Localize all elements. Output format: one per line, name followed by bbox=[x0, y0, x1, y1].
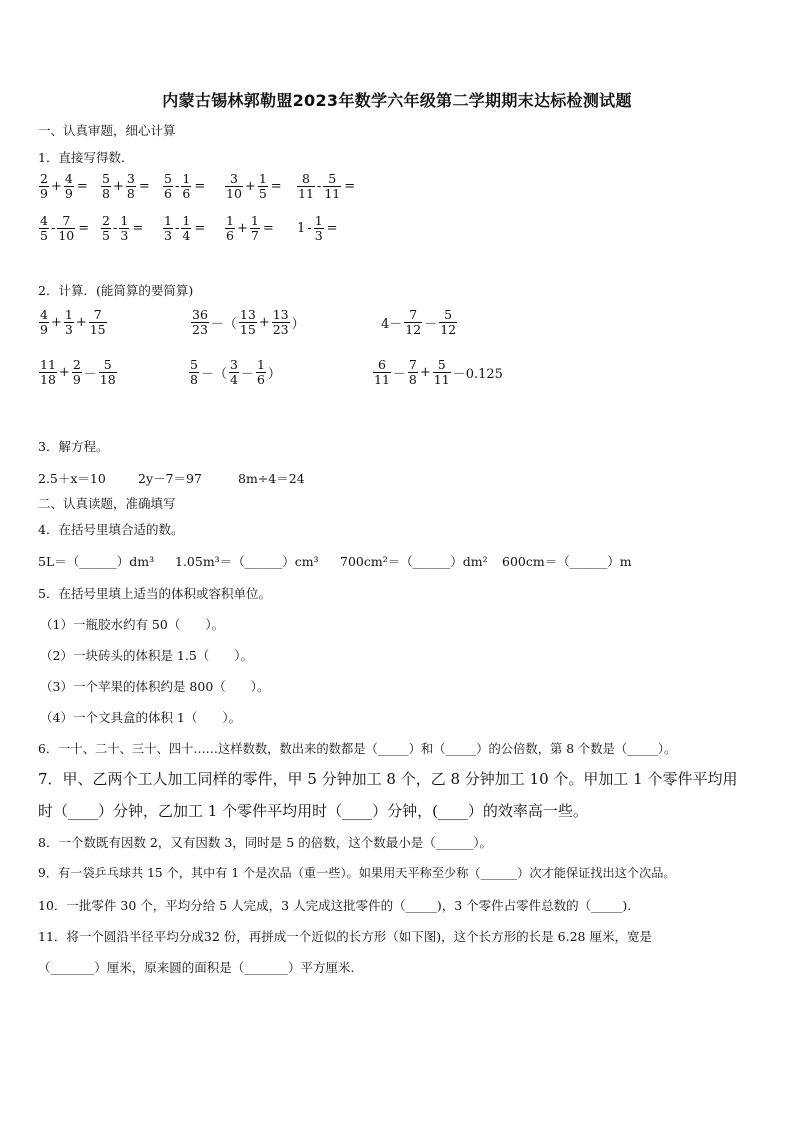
fraction-b bbox=[181, 172, 191, 201]
q1-row2-item-4 bbox=[224, 214, 296, 243]
fraction-b-denominator: 5 bbox=[258, 185, 267, 201]
operator: - bbox=[174, 178, 180, 194]
fraction-a-denominator: 5 bbox=[102, 227, 110, 243]
question-9: 9．有一袋乒乓球共 15 个，其中有 1 个是次品（重一些）。如果用天平称至少称（______）次才能保证找出这个次品。 bbox=[38, 866, 676, 880]
fraction-a bbox=[189, 358, 199, 387]
fraction-b bbox=[258, 172, 268, 201]
equals-sign: = bbox=[138, 178, 150, 194]
fraction-b bbox=[119, 214, 129, 243]
fraction-a-denominator: 18 bbox=[40, 371, 56, 387]
question-7-line-1: 7．甲、乙两个工人加工同样的零件，甲 5 分钟加工 8 个，乙 8 分钟加工 10 个。甲加工 1 个零件平均用 bbox=[38, 770, 738, 788]
operator: + bbox=[244, 178, 256, 194]
fraction-a-denominator: 10 bbox=[226, 185, 242, 201]
fraction-b-numerator: 1 bbox=[182, 213, 191, 228]
operator-2: + bbox=[258, 314, 270, 330]
fraction-a bbox=[373, 358, 391, 387]
fraction-a bbox=[39, 214, 49, 243]
close-paren: ） bbox=[267, 366, 281, 382]
q1-row2-item-5 bbox=[296, 214, 366, 243]
fraction-b-numerator: 1 bbox=[182, 171, 191, 186]
fraction-b-numerator: 3 bbox=[126, 171, 135, 186]
question-6: 6．一十、二十、三十、四十……这样数数，数出来的数都是（_____）和（_____）的公倍数，第 8 个数是（_____）。 bbox=[38, 742, 677, 756]
page-title: 内蒙古锡林郭勒盟2023年数学六年级第二学期期末达标检测试题 bbox=[162, 91, 632, 110]
fraction-b-numerator: 1 bbox=[314, 213, 323, 228]
fraction-b bbox=[323, 172, 341, 201]
fraction-b bbox=[229, 358, 239, 387]
section-2-heading: 二、认真读题，准确填写 bbox=[38, 496, 176, 511]
fraction-b-denominator: 3 bbox=[314, 227, 323, 243]
fraction-a-denominator: 9 bbox=[40, 321, 48, 337]
fraction-a bbox=[39, 308, 49, 337]
equals-sign: = bbox=[194, 220, 206, 236]
fraction-c-numerator: 1 bbox=[256, 357, 265, 372]
q1-row1-item-2 bbox=[100, 172, 162, 201]
question-10: 10．一批零件 30 个，平均分给 5 人完成，3 人完成这批零件的（_____)，3 个零件占零件总数的（_____). bbox=[38, 898, 632, 913]
fraction-c-denominator: 12 bbox=[440, 321, 457, 337]
fraction-a-numerator: 1 bbox=[226, 213, 234, 228]
fraction-c-numerator: 13 bbox=[272, 307, 289, 322]
fraction-c bbox=[256, 358, 266, 387]
q5-item-1: （1）一瓶胶水约有 50（ ）。 bbox=[40, 617, 225, 632]
fraction-a-numerator: 3 bbox=[229, 171, 238, 186]
fraction-a-denominator: 9 bbox=[40, 185, 48, 201]
equals-sign: = bbox=[194, 178, 206, 194]
q1-row1-item-5 bbox=[296, 172, 366, 201]
q1-row1-item-4 bbox=[224, 172, 296, 201]
equals-sign: = bbox=[326, 220, 338, 236]
operator-1: + bbox=[58, 364, 70, 380]
operator: - bbox=[307, 220, 312, 236]
question-7-line-2: 时（____）分钟，乙加工 1 个零件平均用时（____）分钟，(____）的效率高一些。 bbox=[38, 802, 588, 820]
fraction-a-numerator: 4 bbox=[40, 213, 48, 228]
fraction-b-denominator: 3 bbox=[64, 321, 73, 337]
fraction-a-denominator: 23 bbox=[192, 321, 208, 337]
fraction-a bbox=[101, 172, 111, 201]
question-1-row-2 bbox=[38, 214, 366, 243]
question-5-label: 5．在括号里填上适当的体积或容积单位。 bbox=[38, 586, 271, 601]
q4-item-2: 1.05m³＝（______）cm³ bbox=[175, 554, 319, 569]
fraction-a-numerator: 36 bbox=[192, 307, 208, 322]
fraction-b-numerator: 3 bbox=[229, 357, 238, 372]
q1-row2-item-3 bbox=[162, 214, 224, 243]
question-8: 8．一个数既有因数 2，又有因数 3，同时是 5 的倍数，这个数最小是（______）。 bbox=[38, 835, 492, 850]
q4-item-1: 5L＝（______）dm³ bbox=[38, 554, 155, 569]
fraction-a-numerator: 8 bbox=[301, 171, 310, 186]
operator-2: － bbox=[424, 316, 438, 332]
fraction-b-denominator: 4 bbox=[229, 371, 238, 387]
question-3-label: 3．解方程。 bbox=[38, 439, 109, 454]
fraction-a-denominator: 8 bbox=[102, 185, 110, 201]
fraction-a bbox=[225, 214, 235, 243]
equals-sign: = bbox=[132, 220, 144, 236]
fraction-b bbox=[408, 358, 418, 387]
fraction-a-numerator: 6 bbox=[377, 357, 386, 372]
q1-row1-item-1 bbox=[38, 172, 100, 201]
fraction-c-denominator: 23 bbox=[272, 321, 289, 337]
fraction-b-numerator: 7 bbox=[409, 307, 418, 322]
fraction-b bbox=[181, 214, 191, 243]
fraction-b bbox=[404, 308, 422, 337]
fraction-a-numerator: 2 bbox=[40, 171, 48, 186]
operator: + bbox=[50, 178, 62, 194]
fraction-a bbox=[39, 358, 57, 387]
fraction-c bbox=[433, 358, 451, 387]
fraction-b-denominator: 4 bbox=[182, 227, 191, 243]
fraction-a-denominator: 8 bbox=[190, 371, 198, 387]
fraction-a-denominator: 11 bbox=[374, 371, 390, 387]
fraction-c-numerator: 5 bbox=[437, 357, 446, 372]
question-2-expr-3 bbox=[380, 308, 458, 337]
question-2-expr-5 bbox=[188, 358, 282, 387]
fraction-c-denominator: 11 bbox=[433, 371, 450, 387]
tail-term: －0.125 bbox=[452, 366, 503, 382]
fraction-b-denominator: 8 bbox=[126, 185, 135, 201]
fraction-b-numerator: 7 bbox=[408, 357, 417, 372]
equation-1: 2.5＋x＝10 bbox=[38, 471, 106, 486]
operator-1: －（ bbox=[200, 366, 227, 382]
fraction-c-numerator: 5 bbox=[103, 357, 112, 372]
operator: - bbox=[50, 220, 56, 236]
operator-2: － bbox=[83, 366, 97, 382]
fraction-b bbox=[314, 214, 324, 243]
fraction-a-numerator: 5 bbox=[164, 171, 172, 186]
operator-2: － bbox=[240, 366, 254, 382]
fraction-b bbox=[239, 308, 257, 337]
fraction-b bbox=[250, 214, 260, 243]
q1-row2-item-2 bbox=[100, 214, 162, 243]
fraction-c bbox=[99, 358, 117, 387]
whole-number: 1 bbox=[297, 220, 306, 236]
close-paren: ） bbox=[291, 316, 305, 332]
operator: + bbox=[112, 178, 124, 194]
fraction-b-denominator: 10 bbox=[58, 227, 75, 243]
question-1-label: 1．直接写得数． bbox=[38, 150, 134, 165]
operator: - bbox=[316, 178, 322, 194]
fraction-a-denominator: 5 bbox=[40, 227, 48, 243]
fraction-c bbox=[439, 308, 457, 337]
operator-1: + bbox=[50, 314, 62, 330]
question-11-line-1: 11．将一个圆沿半径平均分成32 份，再拼成一个近似的长方形（如下图)，这个长方形的长是 6.28 厘米，宽是 bbox=[38, 929, 652, 944]
fraction-a bbox=[225, 172, 243, 201]
fraction-c-denominator: 18 bbox=[99, 371, 116, 387]
fraction-b-numerator: 1 bbox=[120, 213, 129, 228]
fraction-b-denominator: 3 bbox=[120, 227, 129, 243]
fraction-a bbox=[163, 172, 173, 201]
fraction-c-denominator: 15 bbox=[89, 321, 106, 337]
fraction-a-numerator: 4 bbox=[40, 307, 48, 322]
question-2-expr-4 bbox=[38, 358, 118, 387]
fraction-b-denominator: 8 bbox=[408, 371, 417, 387]
fraction-b-denominator: 11 bbox=[324, 185, 341, 201]
fraction-b-denominator: 9 bbox=[64, 185, 73, 201]
fraction-a-numerator: 1 bbox=[164, 213, 172, 228]
operator: - bbox=[112, 220, 118, 236]
equation-2: 2y－7＝97 bbox=[138, 471, 202, 486]
fraction-c-numerator: 7 bbox=[93, 307, 102, 322]
fraction-b bbox=[72, 358, 82, 387]
q5-item-3: （3）一个苹果的体积约是 800（ ）。 bbox=[40, 679, 270, 694]
operator: - bbox=[174, 220, 180, 236]
question-2-expr-1 bbox=[38, 308, 108, 337]
fraction-a bbox=[191, 308, 209, 337]
section-1-heading: 一、认真审题，细心计算 bbox=[38, 123, 176, 138]
equals-sign: = bbox=[78, 220, 90, 236]
fraction-a bbox=[39, 172, 49, 201]
fraction-a bbox=[297, 172, 315, 201]
fraction-b-denominator: 12 bbox=[405, 321, 422, 337]
equation-3: 8m÷4＝24 bbox=[238, 471, 305, 486]
fraction-a-numerator: 11 bbox=[40, 357, 56, 372]
operator-2: + bbox=[419, 364, 431, 380]
fraction-b-denominator: 6 bbox=[182, 185, 191, 201]
fraction-a-denominator: 11 bbox=[298, 185, 314, 201]
fraction-a-numerator: 5 bbox=[190, 357, 198, 372]
operator-1: －（ bbox=[210, 316, 237, 332]
fraction-a-denominator: 6 bbox=[226, 227, 234, 243]
whole-part: 4－ bbox=[381, 316, 403, 332]
question-2-label: 2．计算．(能简算的要简算) bbox=[38, 283, 194, 298]
fraction-b bbox=[126, 172, 136, 201]
fraction-c bbox=[89, 308, 107, 337]
operator-1: － bbox=[392, 366, 406, 382]
fraction-b bbox=[57, 214, 75, 243]
fraction-b-numerator: 2 bbox=[72, 357, 81, 372]
question-2-expr-6 bbox=[372, 358, 504, 387]
q4-item-4: 600cm＝（______）m bbox=[502, 554, 632, 569]
fraction-a bbox=[101, 214, 111, 243]
fraction-a-denominator: 6 bbox=[164, 185, 172, 201]
fraction-b bbox=[64, 308, 74, 337]
q1-row2-item-1 bbox=[38, 214, 100, 243]
fraction-b-numerator: 1 bbox=[258, 171, 267, 186]
operator: + bbox=[236, 220, 248, 236]
q1-row1-item-3 bbox=[162, 172, 224, 201]
fraction-a bbox=[163, 214, 173, 243]
fraction-c bbox=[272, 308, 290, 337]
q4-item-3: 700cm²＝（______）dm² bbox=[340, 554, 488, 569]
equals-sign: = bbox=[344, 178, 356, 194]
fraction-b-denominator: 9 bbox=[72, 371, 81, 387]
fraction-a-numerator: 2 bbox=[102, 213, 110, 228]
fraction-b-numerator: 4 bbox=[64, 171, 73, 186]
fraction-a-denominator: 3 bbox=[164, 227, 172, 243]
q5-item-4: （4）一个文具盒的体积 1（ ）。 bbox=[40, 710, 242, 725]
question-11-line-2: （_______）厘米，原来圆的面积是（_______）平方厘米. bbox=[38, 960, 355, 975]
q5-item-2: （2）一块砖头的体积是 1.5（ ）。 bbox=[40, 648, 254, 663]
fraction-b-numerator: 5 bbox=[328, 171, 337, 186]
fraction-b-numerator: 1 bbox=[250, 213, 259, 228]
question-2-expr-2 bbox=[190, 308, 306, 337]
question-4-label: 4．在括号里填合适的数。 bbox=[38, 522, 184, 537]
operator-2: + bbox=[75, 314, 87, 330]
fraction-b-numerator: 7 bbox=[62, 213, 71, 228]
fraction-c-denominator: 6 bbox=[256, 371, 265, 387]
equals-sign: = bbox=[262, 220, 274, 236]
question-1-row-1 bbox=[38, 172, 366, 201]
fraction-a-numerator: 5 bbox=[102, 171, 110, 186]
fraction-b bbox=[64, 172, 74, 201]
equals-sign: = bbox=[76, 178, 88, 194]
fraction-b-denominator: 15 bbox=[239, 321, 256, 337]
fraction-b-denominator: 7 bbox=[250, 227, 259, 243]
equals-sign: = bbox=[270, 178, 282, 194]
fraction-b-numerator: 1 bbox=[64, 307, 73, 322]
fraction-c-numerator: 5 bbox=[444, 307, 453, 322]
fraction-b-numerator: 13 bbox=[239, 307, 256, 322]
